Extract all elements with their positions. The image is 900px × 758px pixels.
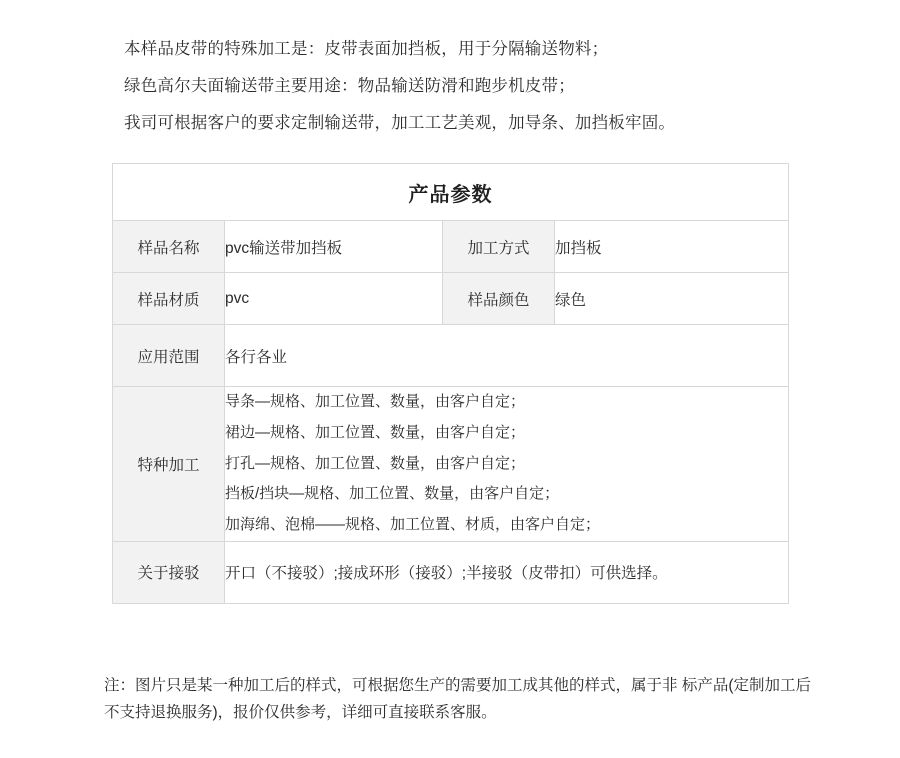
special-item: 挡板/挡块—规格、加工位置、数量，由客户自定； xyxy=(225,485,560,503)
table-title: 产品参数 xyxy=(113,164,789,221)
footer-note-line-2: 标产品(定制加工后不支持退换服务)，报价仅供参考，详细可直接联系客服。 xyxy=(104,677,811,722)
intro-line-1: 本样品皮带的特殊加工是：皮带表面加挡板，用于分隔输送物料； xyxy=(124,40,609,58)
label-process-method: 加工方式 xyxy=(443,221,555,273)
special-item: 导条—规格、加工位置、数量，由客户自定； xyxy=(225,393,526,410)
label-sample-color: 样品颜色 xyxy=(443,273,555,325)
product-parameters-table xyxy=(112,163,789,604)
special-item: 裙边—规格、加工位置、数量，由客户自定； xyxy=(225,423,526,441)
special-item: 打孔—规格、加工位置、数量，由客户自定； xyxy=(225,454,526,472)
label-application-scope: 应用范围 xyxy=(113,325,225,387)
table-row xyxy=(113,273,789,325)
intro-paragraph xyxy=(124,36,824,148)
table-row xyxy=(113,325,789,387)
label-joint-method: 关于接驳 xyxy=(113,541,225,603)
label-sample-material: 样品材质 xyxy=(113,273,225,325)
params-table-wrapper xyxy=(112,163,788,604)
value-sample-name: pvc输送带加挡板 xyxy=(225,221,443,273)
table-row xyxy=(113,387,789,542)
value-sample-material: pvc xyxy=(225,273,443,325)
value-sample-color: 绿色 xyxy=(555,273,789,325)
footer-note xyxy=(104,672,812,726)
value-application-scope: 各行各业 xyxy=(225,325,789,387)
special-item: 加海绵、泡棉——规格、加工位置、材质，由客户自定； xyxy=(225,516,601,533)
value-process-method: 加挡板 xyxy=(555,221,789,273)
value-joint-method: 开口（不接驳）;接成环形（接驳）;半接驳（皮带扣）可供选择。 xyxy=(225,541,789,603)
label-special-processing: 特种加工 xyxy=(113,387,225,542)
label-sample-name: 样品名称 xyxy=(113,221,225,273)
table-row xyxy=(113,164,789,221)
intro-line-3: 我司可根据客户的要求定制输送带，加工工艺美观，加导条、加挡板牢固。 xyxy=(124,114,676,133)
value-special-processing xyxy=(225,387,789,542)
table-row xyxy=(113,221,789,273)
table-row xyxy=(113,541,789,603)
intro-line-2: 绿色高尔夫面输送带主要用途：物品输送防滑和跑步机皮带； xyxy=(124,77,575,96)
footer-note-line-1: 注：图片只是某一种加工后的样式，可根据您生产的需要加工成其他的样式，属于非 xyxy=(104,677,678,694)
